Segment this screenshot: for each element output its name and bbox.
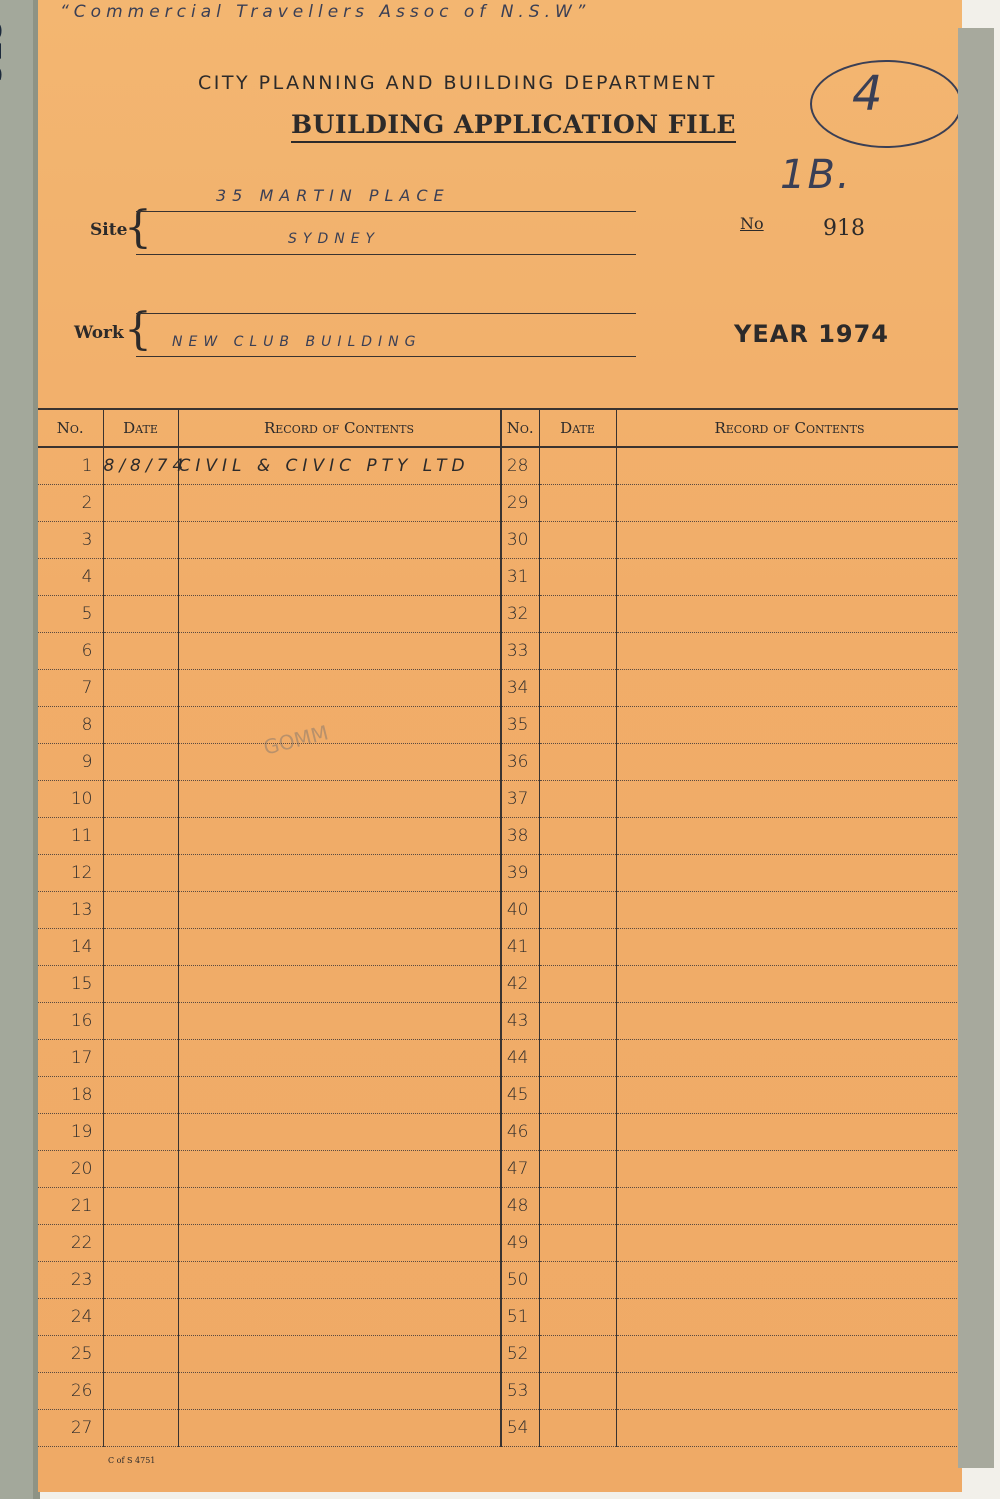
row-record xyxy=(178,522,500,559)
row-date xyxy=(539,633,616,670)
row-date xyxy=(103,1410,178,1447)
table-row xyxy=(38,744,500,781)
row-record xyxy=(178,1336,500,1373)
table-row xyxy=(38,855,500,892)
row-date xyxy=(103,1336,178,1373)
row-number: 3 xyxy=(38,522,103,559)
row-date xyxy=(103,1262,178,1299)
row-number: 20 xyxy=(38,1151,103,1188)
row-number: 10 xyxy=(38,781,103,818)
row-date xyxy=(103,1151,178,1188)
row-date: 8/8/74 xyxy=(103,447,178,485)
row-record xyxy=(178,1040,500,1077)
row-record xyxy=(616,855,963,892)
records-table-left xyxy=(38,408,501,1447)
row-date xyxy=(103,744,178,781)
row-number: 4 xyxy=(38,559,103,596)
table-row xyxy=(38,1336,500,1373)
row-record xyxy=(178,485,500,522)
row-number: 25 xyxy=(38,1336,103,1373)
site-line-1: 35 MARTIN PLACE xyxy=(216,186,450,205)
row-record xyxy=(616,1225,963,1262)
row-record xyxy=(178,633,500,670)
site-brace: { xyxy=(124,202,152,253)
col-header-record: Record of Contents xyxy=(178,409,500,447)
row-date xyxy=(539,447,616,485)
row-date xyxy=(103,781,178,818)
form-code: C of S 4751 xyxy=(108,1456,156,1465)
row-date xyxy=(103,1299,178,1336)
row-date xyxy=(539,855,616,892)
row-date xyxy=(539,1114,616,1151)
row-number: 39 xyxy=(501,855,539,892)
row-date xyxy=(103,707,178,744)
table-row xyxy=(38,1003,500,1040)
col-header-date: Date xyxy=(103,409,178,447)
row-record xyxy=(616,1151,963,1188)
row-record xyxy=(616,818,963,855)
row-date xyxy=(539,1373,616,1410)
row-date xyxy=(539,744,616,781)
row-number: 33 xyxy=(501,633,539,670)
row-date xyxy=(539,1077,616,1114)
row-date xyxy=(103,559,178,596)
row-date xyxy=(103,966,178,1003)
row-record xyxy=(616,1077,963,1114)
table-row xyxy=(38,447,500,485)
row-number: 15 xyxy=(38,966,103,1003)
table-row xyxy=(501,818,963,855)
table-row xyxy=(38,781,500,818)
row-date xyxy=(103,633,178,670)
row-number: 50 xyxy=(501,1262,539,1299)
row-date xyxy=(103,929,178,966)
row-record xyxy=(616,1410,963,1447)
row-record xyxy=(616,1040,963,1077)
row-record xyxy=(616,781,963,818)
row-date xyxy=(539,559,616,596)
row-number: 36 xyxy=(501,744,539,781)
row-number: 46 xyxy=(501,1114,539,1151)
row-record xyxy=(616,447,963,485)
handwritten-ib-mark: 1B. xyxy=(780,152,852,198)
row-number: 42 xyxy=(501,966,539,1003)
row-record xyxy=(178,1151,500,1188)
table-row xyxy=(38,522,500,559)
row-date xyxy=(539,1225,616,1262)
row-date xyxy=(103,596,178,633)
row-number: 43 xyxy=(501,1003,539,1040)
row-record xyxy=(616,1114,963,1151)
row-date xyxy=(539,1151,616,1188)
col-header-record: Record of Contents xyxy=(616,409,963,447)
row-date xyxy=(539,1336,616,1373)
row-record xyxy=(616,1188,963,1225)
row-date xyxy=(539,670,616,707)
row-record xyxy=(178,1188,500,1225)
row-number: 49 xyxy=(501,1225,539,1262)
row-date xyxy=(539,818,616,855)
row-record xyxy=(178,1299,500,1336)
row-record xyxy=(178,1077,500,1114)
row-number: 32 xyxy=(501,596,539,633)
table-row xyxy=(38,1262,500,1299)
row-number: 9 xyxy=(38,744,103,781)
table-row xyxy=(501,1262,963,1299)
row-number: 44 xyxy=(501,1040,539,1077)
row-number: 13 xyxy=(38,892,103,929)
row-number: 27 xyxy=(38,1410,103,1447)
row-record xyxy=(178,966,500,1003)
row-date xyxy=(539,1262,616,1299)
row-date xyxy=(103,818,178,855)
handwritten-owner-note: “Commercial Travellers Assoc of N.S.W” xyxy=(60,2,591,22)
row-number: 37 xyxy=(501,781,539,818)
row-number: 12 xyxy=(38,855,103,892)
row-date xyxy=(103,1373,178,1410)
circled-volume-number: 4 xyxy=(852,66,883,122)
file-number-value: 918 xyxy=(823,216,865,241)
table-row xyxy=(501,447,963,485)
row-number: 14 xyxy=(38,929,103,966)
row-record xyxy=(616,596,963,633)
row-date xyxy=(539,1003,616,1040)
records-table-right xyxy=(500,408,964,1447)
table-row xyxy=(38,1373,500,1410)
row-record xyxy=(616,1373,963,1410)
row-number: 19 xyxy=(38,1114,103,1151)
row-number: 26 xyxy=(38,1373,103,1410)
col-header-no: No. xyxy=(38,409,103,447)
row-number: 41 xyxy=(501,929,539,966)
row-date xyxy=(539,1188,616,1225)
table-row xyxy=(501,707,963,744)
row-number: 21 xyxy=(38,1188,103,1225)
table-row xyxy=(501,929,963,966)
row-number: 35 xyxy=(501,707,539,744)
table-row xyxy=(38,1151,500,1188)
site-line-2: SYDNEY xyxy=(288,231,381,247)
table-row xyxy=(38,1299,500,1336)
table-row xyxy=(38,818,500,855)
row-date xyxy=(539,707,616,744)
year-label: YEAR xyxy=(734,320,809,348)
row-date xyxy=(103,1040,178,1077)
row-number: 52 xyxy=(501,1336,539,1373)
row-record xyxy=(178,559,500,596)
row-record xyxy=(616,1336,963,1373)
row-date xyxy=(539,1299,616,1336)
table-row xyxy=(38,1225,500,1262)
site-label: Site xyxy=(90,220,128,240)
row-date xyxy=(103,1114,178,1151)
table-row xyxy=(38,670,500,707)
row-date xyxy=(539,596,616,633)
row-number: 28 xyxy=(501,447,539,485)
row-number: 24 xyxy=(38,1299,103,1336)
row-record xyxy=(616,1299,963,1336)
row-record xyxy=(616,929,963,966)
row-record xyxy=(616,892,963,929)
row-record xyxy=(178,744,500,781)
table-row xyxy=(501,892,963,929)
table-row xyxy=(38,485,500,522)
row-number: 40 xyxy=(501,892,539,929)
row-record xyxy=(178,818,500,855)
row-date xyxy=(539,929,616,966)
row-date xyxy=(103,670,178,707)
table-row xyxy=(501,1077,963,1114)
row-date xyxy=(539,485,616,522)
table-row xyxy=(501,670,963,707)
row-record xyxy=(178,929,500,966)
row-number: 47 xyxy=(501,1151,539,1188)
table-row xyxy=(501,1225,963,1262)
row-record xyxy=(178,670,500,707)
table-row xyxy=(501,1040,963,1077)
row-number: 17 xyxy=(38,1040,103,1077)
table-row xyxy=(38,559,500,596)
work-line-2: NEW CLUB BUILDING xyxy=(172,334,422,350)
row-number: 7 xyxy=(38,670,103,707)
table-row xyxy=(501,1114,963,1151)
table-row xyxy=(501,1299,963,1336)
row-number: 38 xyxy=(501,818,539,855)
row-number: 2 xyxy=(38,485,103,522)
table-row xyxy=(501,633,963,670)
row-number: 30 xyxy=(501,522,539,559)
table-row xyxy=(501,596,963,633)
row-number: 45 xyxy=(501,1077,539,1114)
row-record: CIVIL & CIVIC PTY LTD xyxy=(178,447,500,485)
file-number-label xyxy=(740,214,764,240)
faded-stamp: GOMM xyxy=(261,720,331,760)
table-row xyxy=(501,522,963,559)
row-date xyxy=(539,781,616,818)
table-row xyxy=(501,1410,963,1447)
table-row xyxy=(38,892,500,929)
col-header-no: No. xyxy=(501,409,539,447)
table-row xyxy=(38,1114,500,1151)
row-number: 1 xyxy=(38,447,103,485)
row-record xyxy=(178,1003,500,1040)
row-date xyxy=(539,1040,616,1077)
row-record xyxy=(616,1003,963,1040)
row-number: 34 xyxy=(501,670,539,707)
table-row xyxy=(38,929,500,966)
site-field xyxy=(136,211,636,255)
row-date xyxy=(539,522,616,559)
table-row xyxy=(38,1410,500,1447)
records-table xyxy=(38,408,962,1448)
row-date xyxy=(539,1410,616,1447)
row-record xyxy=(178,1262,500,1299)
row-number: 22 xyxy=(38,1225,103,1262)
row-record xyxy=(178,855,500,892)
row-number: 6 xyxy=(38,633,103,670)
table-row xyxy=(501,559,963,596)
row-date xyxy=(103,1225,178,1262)
row-date xyxy=(103,522,178,559)
row-date xyxy=(103,1077,178,1114)
page-title: BUILDING APPLICATION FILE xyxy=(291,110,736,143)
year-value: 1974 xyxy=(818,320,889,348)
row-number: 51 xyxy=(501,1299,539,1336)
row-number: 11 xyxy=(38,818,103,855)
table-row xyxy=(38,633,500,670)
row-record xyxy=(178,1225,500,1262)
file-number-label-text: No xyxy=(740,214,764,233)
table-row xyxy=(501,855,963,892)
row-number: 5 xyxy=(38,596,103,633)
row-date xyxy=(103,1003,178,1040)
row-number: 23 xyxy=(38,1262,103,1299)
row-record xyxy=(616,670,963,707)
row-record xyxy=(178,781,500,818)
file-cover xyxy=(38,0,962,1492)
table-row xyxy=(38,966,500,1003)
row-number: 53 xyxy=(501,1373,539,1410)
row-record xyxy=(616,485,963,522)
table-row xyxy=(38,1188,500,1225)
table-row xyxy=(501,1373,963,1410)
circled-volume-mark xyxy=(810,60,962,148)
table-row xyxy=(501,781,963,818)
row-number: 18 xyxy=(38,1077,103,1114)
table-row xyxy=(38,707,500,744)
file-spine-right xyxy=(958,28,994,1468)
table-row xyxy=(38,1077,500,1114)
table-row xyxy=(501,1151,963,1188)
row-record xyxy=(616,522,963,559)
department-heading: CITY PLANNING AND BUILDING DEPARTMENT xyxy=(198,72,717,94)
table-row xyxy=(501,1003,963,1040)
work-label: Work xyxy=(74,323,124,343)
row-record xyxy=(616,559,963,596)
row-number: 16 xyxy=(38,1003,103,1040)
row-date xyxy=(103,485,178,522)
row-record xyxy=(616,966,963,1003)
col-header-date: Date xyxy=(539,409,616,447)
row-record xyxy=(178,892,500,929)
row-record xyxy=(616,707,963,744)
row-date xyxy=(539,892,616,929)
row-record xyxy=(178,1410,500,1447)
row-record xyxy=(178,1114,500,1151)
table-row xyxy=(38,596,500,633)
row-number: 31 xyxy=(501,559,539,596)
table-row xyxy=(501,1336,963,1373)
row-number: 48 xyxy=(501,1188,539,1225)
table-row xyxy=(501,966,963,1003)
row-record xyxy=(178,596,500,633)
row-date xyxy=(539,966,616,1003)
row-date xyxy=(103,1188,178,1225)
row-record xyxy=(178,707,500,744)
table-row xyxy=(501,485,963,522)
row-number: 54 xyxy=(501,1410,539,1447)
table-row xyxy=(38,1040,500,1077)
work-brace: { xyxy=(124,304,152,355)
row-record xyxy=(616,633,963,670)
row-date xyxy=(103,855,178,892)
row-record xyxy=(178,1373,500,1410)
row-record xyxy=(616,744,963,781)
row-number: 29 xyxy=(501,485,539,522)
row-record xyxy=(616,1262,963,1299)
year-field xyxy=(734,320,889,348)
table-row xyxy=(501,1188,963,1225)
row-number: 8 xyxy=(38,707,103,744)
table-row xyxy=(501,744,963,781)
row-date xyxy=(103,892,178,929)
